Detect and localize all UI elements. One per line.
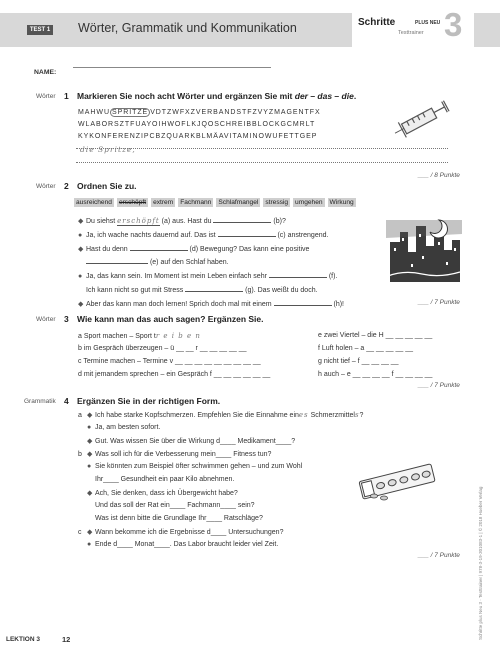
ex4-line-9: Was ist denn bitte die Grundlage Ihr____ Ratschläge?	[95, 515, 263, 522]
ex4-line-7: ◆ Ach, Sie denken, dass ich Übergewicht habe?	[87, 490, 238, 497]
ex2-line-d: ◆ Hast du denn (d) Bewegung? Das kann eine positive	[78, 246, 310, 253]
night-city-illustration	[386, 212, 462, 288]
ex1-answer-line-2[interactable]	[76, 162, 448, 163]
ex3-number: 3	[64, 314, 69, 324]
ex1-answer: die Spritze,	[80, 145, 136, 154]
ex3-item-c: c Termine machen – Termine v __ __ __ __ __ __ __ __ __	[78, 358, 261, 365]
brand-number: 3	[444, 6, 463, 43]
ex2-line-a: ◆ Du siehst erschöpft (a) aus. Hast du (b)?	[78, 217, 286, 225]
ex3-item-g: g nicht tief – f __ __ __ __	[318, 358, 399, 365]
ex4-line-5: ● Sie könnten zum Beispiel öfter schwimmen gehen – und zum Wohl	[87, 463, 303, 470]
ex3-item-f: f Luft holen – a __ __ __ __ __	[318, 345, 413, 352]
name-label: NAME:	[34, 69, 57, 76]
blank[interactable]	[274, 299, 332, 306]
page-number: 12	[62, 635, 71, 644]
ex2-line-c: ● Ja, ich wache nachts dauernd auf. Das ist (c) anstrengend.	[78, 232, 329, 239]
word-bank-item: extrem	[153, 199, 174, 206]
letter-grid-row-1: MAHWU SPRITZE VDTZWFXZVERBANDSTFZVYZMAGENTFX	[78, 109, 321, 116]
ex3-title: Wie kann man das auch sagen? Ergänzen Sie.	[77, 314, 264, 324]
blank[interactable]	[185, 285, 243, 292]
ex4-points: ___ / 7 Punkte	[418, 552, 460, 559]
ex3-item-h: h auch – e __ __ __ __ f __ __ __ __	[318, 371, 433, 378]
blank[interactable]	[218, 230, 276, 237]
letter-grid-row-3: KYKONFERENZIPCBZQUARKBLMÄAVITAMINOWUFETTGEP	[78, 133, 318, 140]
ex3-item-e: e zwei Viertel – die H __ __ __ __ __	[318, 332, 433, 339]
test-badge: TEST 1	[27, 25, 53, 35]
brand-subtitle: Testtrainer	[398, 30, 424, 36]
footer-lektion: LEKTION 3	[6, 636, 40, 643]
ex4-number: 4	[64, 396, 69, 406]
ex4-title: Ergänzen Sie in der richtigen Form.	[77, 396, 221, 406]
ex4-category: Grammatik	[24, 398, 56, 405]
ex2-number: 2	[64, 181, 69, 191]
ex2-line-h: ◆ Aber das kann man doch lernen! Sprich doch mal mit einem (h)!	[78, 301, 344, 308]
word-bank-item: erschöpft	[118, 199, 147, 206]
blank[interactable]	[213, 216, 271, 223]
brand-name: Schritte	[358, 17, 396, 28]
ex2-line-f: ● Ja, das kann sein. Im Moment ist mein Leben einfach sehr (f).	[78, 273, 338, 280]
ex3-category: Wörter	[36, 316, 56, 323]
ex4-line-3: ◆ Gut. Was wissen Sie über die Wirkung d____ Medikament____?	[87, 438, 296, 445]
word-bank-item: Wirkung	[329, 199, 354, 206]
name-field[interactable]	[73, 67, 271, 68]
brand-plus: PLUS NEU	[415, 20, 441, 26]
word-bank-item: ausreichend	[76, 199, 112, 206]
ex2-line-e: (e) auf den Schlaf haben.	[78, 257, 229, 266]
word-bank-item: stressig	[265, 199, 289, 206]
ex1-number: 1	[64, 91, 69, 101]
blank[interactable]	[86, 257, 148, 264]
ex1-answer-line-1[interactable]	[76, 148, 448, 149]
ex2-title: Ordnen Sie zu.	[77, 181, 137, 191]
ex1-category: Wörter	[36, 93, 56, 100]
ex4-line-2: ● Ja, am besten sofort.	[87, 424, 161, 431]
ex4-line-4: b ◆ Was soll ich für die Verbesserung mein____ Fitness tun?	[78, 451, 272, 458]
ex2-category: Wörter	[36, 183, 56, 190]
word-bank-item: Fachmann	[180, 199, 212, 206]
copyright-vertical: Schritte plus Neu 3 · Testtrainer | 978-3-19-301083-1 | © 2018 Hueber Verlag	[478, 486, 483, 640]
word-bank	[74, 198, 356, 207]
pill-blister-illustration	[354, 460, 444, 502]
marked-word-spritze: SPRITZE	[111, 109, 149, 116]
ex3-item-b: b im Gespräch überzeugen – ü __ __ r __ __ __ __ __	[78, 345, 247, 352]
ex1-points: ___ / 8 Punkte	[418, 172, 460, 179]
ex3-points: ___ / 7 Punkte	[418, 382, 460, 389]
word-bank-item: umgehen	[295, 199, 323, 206]
ex1-title: Markieren Sie noch acht Wörter und ergänzen Sie mit der – das – die.	[77, 91, 357, 101]
ex4-line-10: c ◆ Wann bekomme ich die Ergebnisse d____ Untersuchungen?	[78, 529, 284, 536]
ex4-line-11: ● Ende d____ Monat____. Das Labor braucht leider viel Zeit.	[87, 541, 279, 548]
ex4-line-8: Und das soll der Rat ein____ Fachmann____ sein?	[95, 502, 255, 509]
ex4-line-1: a ◆ Ich habe starke Kopfschmerzen. Empfehlen Sie die Einnahme eines Schmerzmittels?	[78, 411, 364, 419]
ex3-item-d: d mit jemandem sprechen – ein Gespräch f __ __ __ __ __ __	[78, 371, 271, 378]
letter-grid-row-2: WLABORSZTFUAYOIHWOFLKJQOSCHREIBBLOCKGCMRLT	[78, 121, 316, 128]
ex3-item-a: a Sport machen – Sport tr e i b e n	[78, 332, 201, 340]
blank[interactable]	[269, 271, 327, 278]
page-title: Wörter, Grammatik und Kommunikation	[78, 21, 297, 35]
ex2-line-g: Ich kann nicht so gut mit Stress (g). Das weißt du doch.	[86, 287, 318, 294]
blank[interactable]	[130, 244, 188, 251]
ex2-points: ___ / 7 Punkte	[418, 299, 460, 306]
syringe-icon	[388, 98, 456, 142]
word-bank-item: Schlafmangel	[218, 199, 259, 206]
ex4-line-6: Ihr____ Gesundheit ein paar Kilo abnehmen.	[95, 476, 235, 483]
